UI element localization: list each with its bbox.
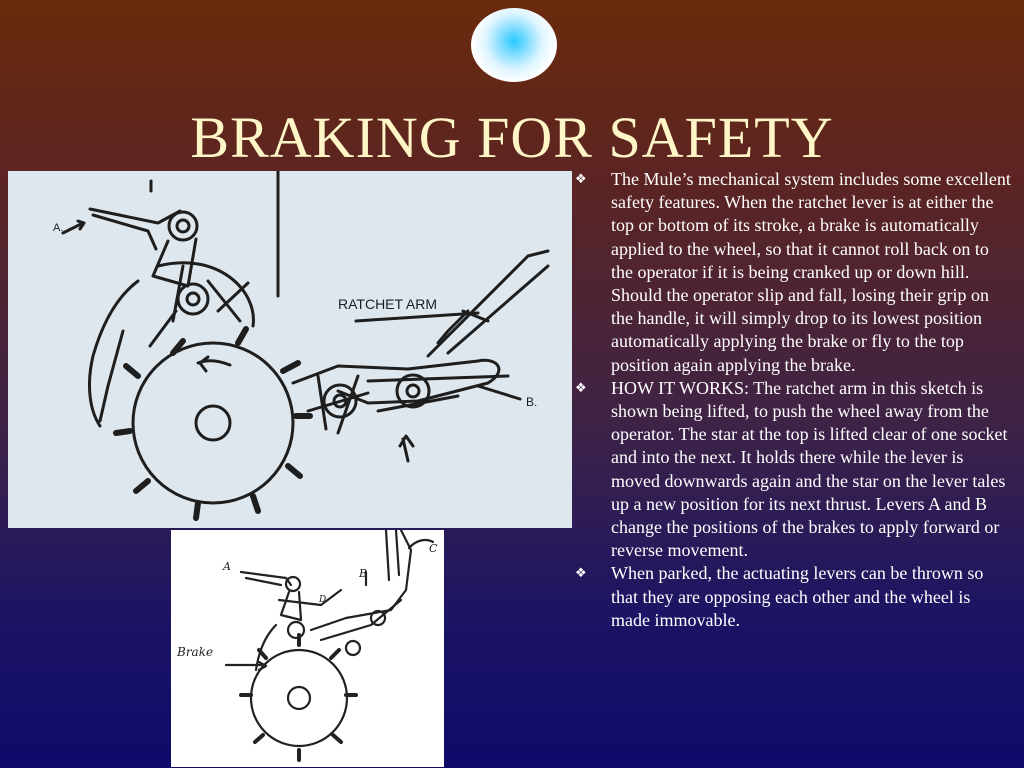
- figure2-label-d: D: [319, 595, 327, 605]
- brake-diagram-sketch: [171, 530, 444, 767]
- bullet-list: [577, 168, 1013, 632]
- bullet-text: When parked, the actuating levers can be thrown so that they are opposing each other and the wheel is made immovable.: [611, 563, 984, 630]
- diamond-bullet-icon: ❖: [575, 566, 587, 582]
- bullet-text: HOW IT WORKS: The ratchet arm in this sketch is shown being lifted, to push the wheel away from the operator. The star at the top is lifted clear of one socket and into the next. It holds there while the lever is moved downwards again and the star on the lever tales up a new position for its next thrust. Levers A and B change the positions of the brakes to apply forward or reverse movement.: [611, 377, 1008, 561]
- decorative-orb: [471, 8, 557, 82]
- ratchet-mechanism-sketch: [8, 171, 572, 528]
- figure2-label-a: A: [223, 560, 231, 573]
- slide-title: BRAKING FOR SAFETY: [190, 105, 834, 170]
- bullet-text: The Mule’s mechanical system includes some excellent safety features. When the ratchet lever is at either the top or bottom of its stroke, a brake is automatically applied to the wheel, so that it cannot roll back on to the operator if it is being cranked up or down hill. Should the operator slip and fall, losing their grip on the handle, it will simply drop to its lowest position automatically applying the brake or fly to the top position again applying the brake.: [611, 169, 1011, 375]
- figure1-label-b: B.: [526, 395, 538, 409]
- diamond-bullet-icon: ❖: [575, 380, 587, 396]
- figure2-label-brake: Brake: [177, 645, 214, 659]
- figure2-label-b: B: [359, 567, 368, 580]
- figure1-label-a: A.: [53, 222, 64, 234]
- bullet-item: [577, 168, 1013, 377]
- figure1-label-ratchet-arm: RATCHET ARM: [338, 296, 438, 312]
- bullet-item: [577, 377, 1013, 563]
- bullet-item: [577, 562, 1013, 632]
- diamond-bullet-icon: ❖: [575, 172, 587, 187]
- figure2-label-c: C: [429, 542, 438, 555]
